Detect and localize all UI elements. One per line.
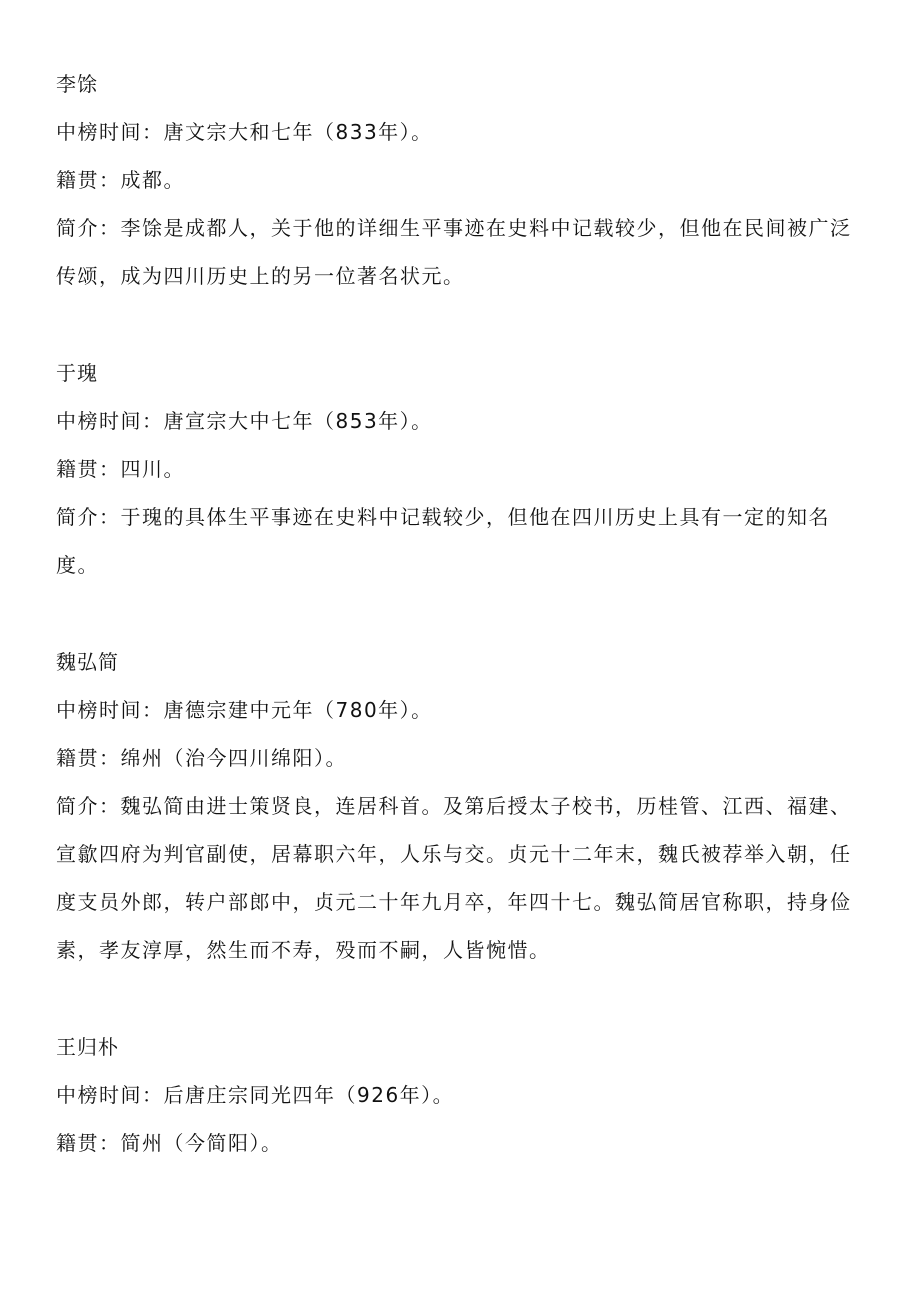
- biography-intro: 简介：李馀是成都人，关于他的详细生平事迹在史料中记载较少，但他在民间被广泛传颂，成为四川历史上的另一位著名状元。: [56, 216, 852, 288]
- entry-name: 王归朴: [56, 1035, 119, 1059]
- hometown: 籍贯：四川。: [56, 457, 185, 481]
- entry-name: 于瑰: [56, 361, 98, 385]
- hometown: 籍贯：绵州（治今四川绵阳）。: [56, 746, 347, 770]
- exam-time: 中榜时间：唐德宗建中元年（780年）。: [56, 698, 433, 722]
- entry-wei-hongjian: [56, 638, 860, 974]
- hometown: 籍贯：简州（今简阳）。: [56, 1131, 283, 1155]
- biography-intro: 简介：魏弘简由进士策贤良，连居科首。及第后授太子校书，历桂管、江西、福建、宣歙四府为判官副使，居幕职六年，人乐与交。贞元十二年末，魏氏被荐举入朝，任度支员外郎，转户部郎中，贞元二十年九月卒，年四十七。魏弘简居官称职，持身俭素，孝友淳厚，然生而不寿，殁而不嗣，人皆惋惜。: [56, 794, 852, 962]
- entry-wang-guipu: [56, 1023, 860, 1167]
- entry-name: 魏弘简: [56, 650, 119, 674]
- biography-intro: 简介：于瑰的具体生平事迹在史料中记载较少，但他在四川历史上具有一定的知名度。: [56, 505, 830, 577]
- exam-time: 中榜时间：唐宣宗大中七年（853年）。: [56, 409, 433, 433]
- exam-time: 中榜时间：后唐庄宗同光四年（926年）。: [56, 1083, 455, 1107]
- exam-time: 中榜时间：唐文宗大和七年（833年）。: [56, 120, 433, 144]
- hometown: 籍贯：成都。: [56, 168, 185, 192]
- entry-li-yu: [56, 60, 860, 300]
- entry-yu-gui: [56, 349, 860, 589]
- document-page: [56, 60, 860, 1167]
- entry-name: 李馀: [56, 72, 98, 96]
